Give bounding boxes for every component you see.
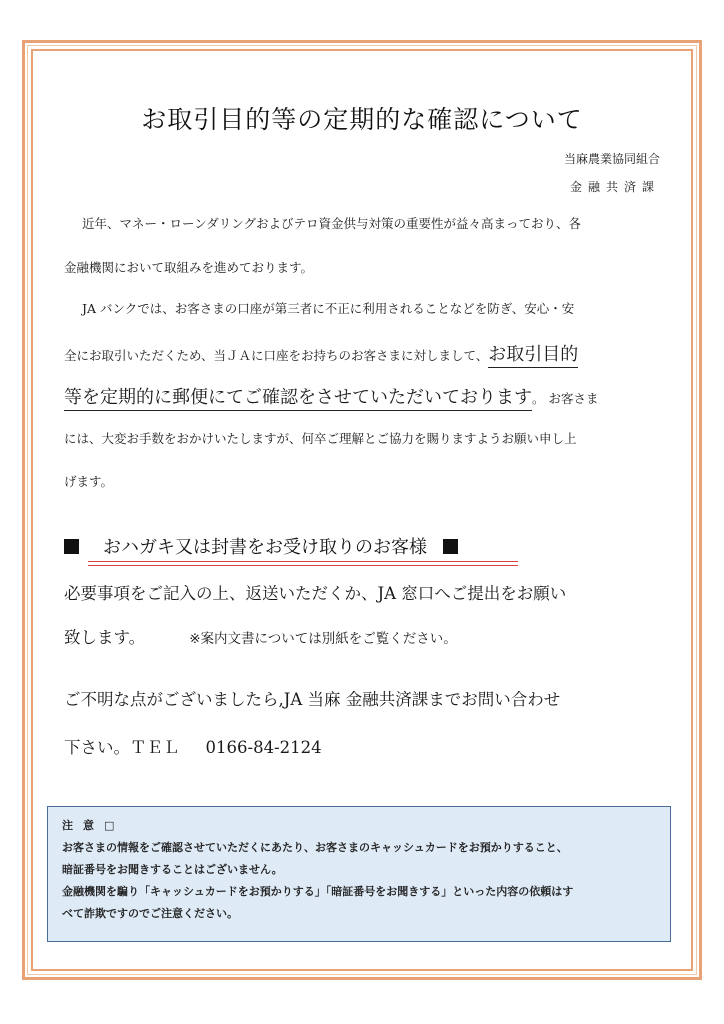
notice-title-row [62, 815, 656, 837]
heading-underline [88, 561, 518, 562]
intro-p2-line3-text: 。 お客さま [532, 391, 599, 406]
notice-line3: 金融機関を騙り「キャッシュカードをお預かりする」「暗証番号をお聞きする」といった内容の依頼はす [62, 885, 574, 898]
contact-line2-text: 下さい。ＴＥＬ [64, 738, 180, 757]
issuer-org: 当麻農業協同組合 [563, 152, 660, 166]
heading-underline-double [88, 565, 518, 566]
contact-tel: 0166-84-2124 [205, 738, 322, 757]
issuer-dept: 金融共済課 [569, 180, 660, 194]
intro-emphasis-1: お取引目的 [488, 344, 578, 368]
contact-line1: ご不明な点がございましたら,JA 当麻 金融共済課までお問い合わせ [64, 690, 561, 709]
section-line2-note: ※案内文書については別紙をご覧ください。 [189, 631, 457, 647]
intro-p2-line2 [64, 340, 578, 366]
section-line2-main: 致します。 [64, 628, 146, 647]
intro-p2-line4: には、大変お手数をおかけいたしますが、何卒ご理解とご協力を賜りますようお願い申し上 [64, 431, 577, 446]
intro-p2-line5: げます。 [64, 474, 114, 489]
intro-p2-line2-text: 全にお取引いただくため、当ＪＡに口座をお持ちのお客さまに対しまして、 [64, 348, 489, 363]
bullet-square-right [443, 539, 458, 554]
intro-p2-line1: JA バンクでは、お客さまの口座が第三者に不正に利用されることなどを防ぎ、安心・安 [82, 301, 575, 316]
contact-line2 [64, 734, 322, 758]
notice-line4: べて詐欺ですのでご注意ください。 [62, 907, 238, 920]
section-heading [64, 533, 458, 559]
notice-box [47, 806, 671, 942]
bullet-square-left [64, 539, 79, 554]
intro-p1-line2: 金融機関において取組みを進めております。 [64, 260, 314, 275]
intro-emphasis-2: 等を定期的に郵便にてご確認をさせていただいております [64, 387, 532, 411]
notice-title: 注意 [62, 819, 104, 832]
notice-box-glyph: □ [104, 819, 115, 832]
intro-p1-line1: 近年、マネー・ローンダリングおよびテロ資金供与対策の重要性が益々高まっており、各 [82, 216, 582, 231]
notice-line2: 暗証番号をお聞きすることはございません。 [62, 863, 283, 876]
document-title: お取引目的等の定期的な確認について [141, 105, 583, 134]
section-line1: 必要事項をご記入の上、返送いただくか、JA 窓口へご提出をお願い [64, 584, 567, 603]
intro-p2-line3 [64, 383, 598, 409]
section-heading-text: おハガキ又は封書をお受け取りのお客様 [103, 537, 427, 558]
notice-line1: お客さまの情報をご確認させていただくにあたり、お客さまのキャッシュカードをお預かりすること、 [62, 841, 568, 854]
section-line2 [64, 624, 457, 648]
